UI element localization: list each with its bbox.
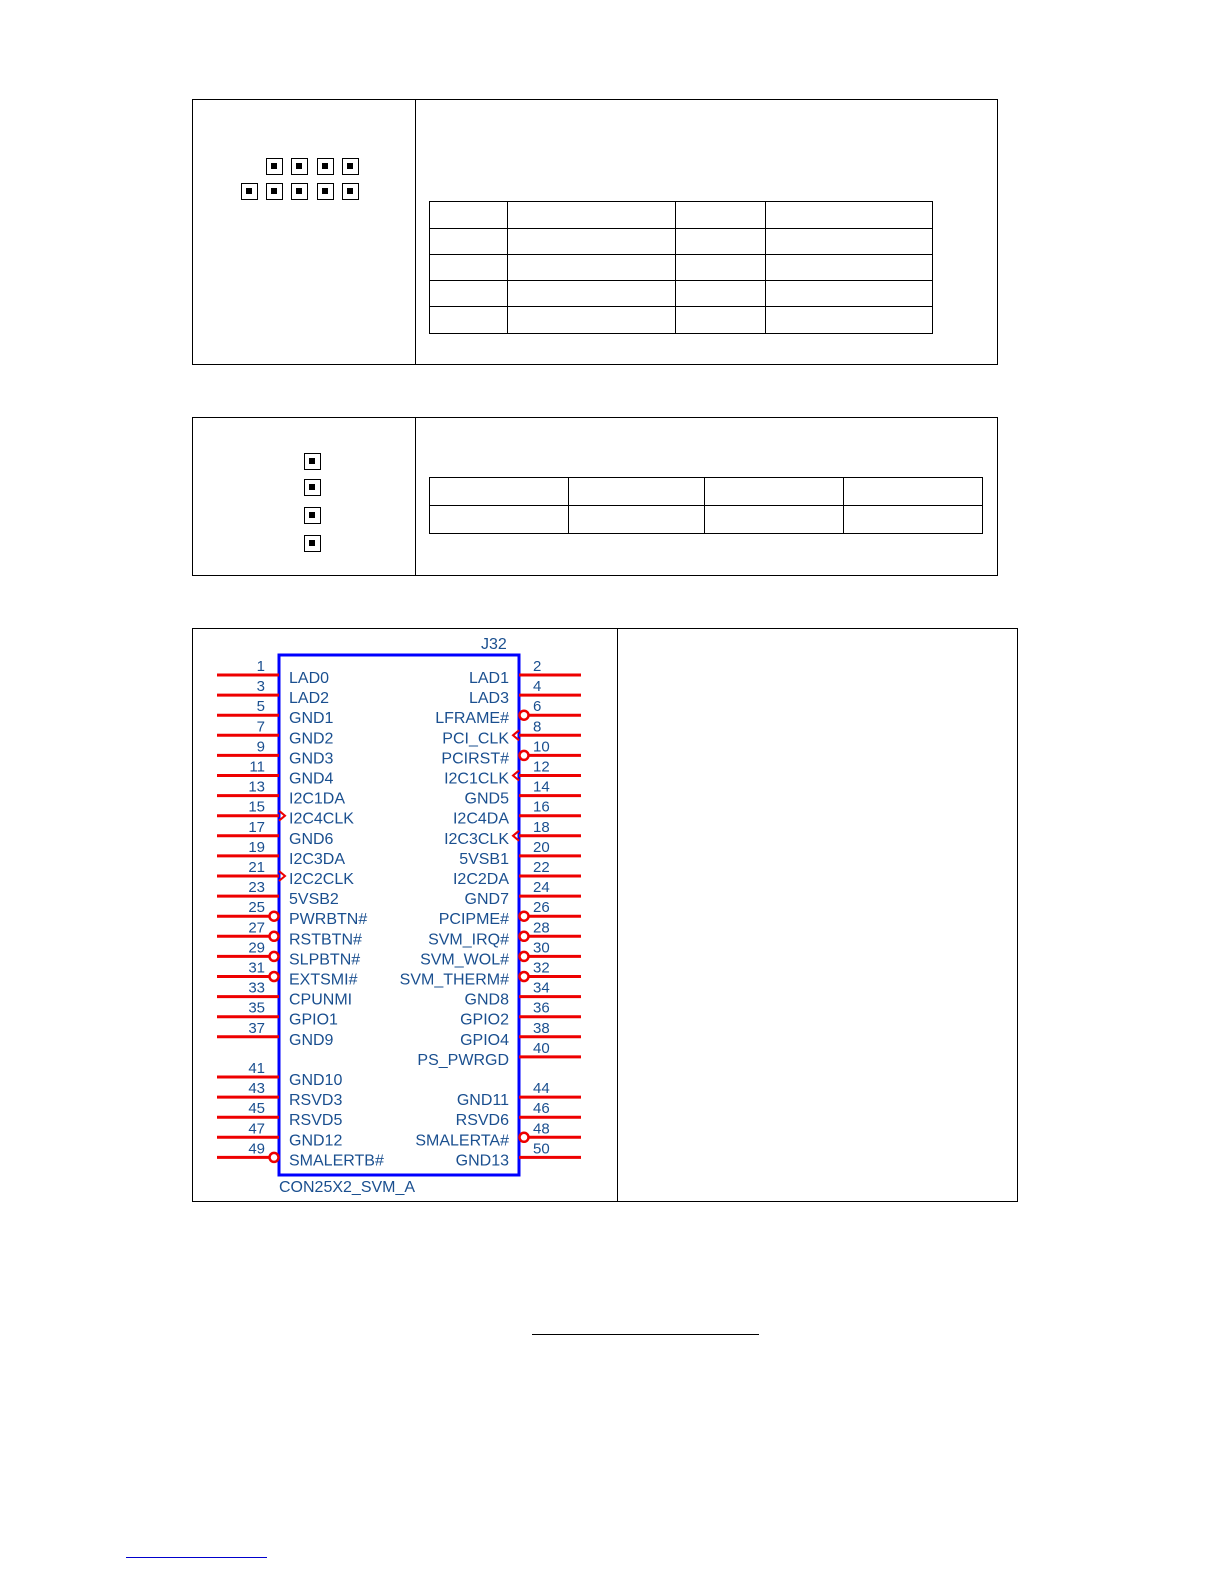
pin-name: PCIRST# (441, 750, 509, 768)
pin-number: 21 (248, 859, 265, 876)
pin-name: SVM_THERM# (399, 971, 509, 989)
footer-rule (532, 1334, 759, 1335)
pin-name: I2C1CLK (444, 770, 509, 788)
pin-name: GND4 (289, 770, 334, 788)
header-10pin-box (192, 99, 998, 365)
pin-name: SVM_IRQ# (428, 931, 509, 949)
pin-number: 32 (533, 959, 550, 977)
pin-name: GND7 (464, 891, 509, 909)
connector-schematic (195, 629, 605, 1201)
pin-number: 47 (248, 1120, 265, 1138)
pin-number: 48 (533, 1120, 550, 1138)
pin-number: 8 (533, 718, 542, 736)
pin-number: 25 (248, 899, 265, 917)
pin-number: 18 (533, 818, 550, 836)
pin-number: 44 (533, 1080, 550, 1098)
pin-number: 26 (533, 899, 550, 917)
inversion-bubble (520, 952, 529, 961)
pin-name: RSVD5 (289, 1112, 343, 1130)
box-divider (415, 100, 416, 364)
pin-name: CPUNMI (289, 991, 353, 1009)
table-row (430, 307, 933, 334)
table-row (430, 281, 933, 307)
pin-name: EXTSMI# (289, 971, 358, 989)
pin-name: GND10 (289, 1072, 343, 1089)
pin-name: GND6 (289, 830, 334, 848)
inversion-bubble (520, 1133, 529, 1142)
schematic-box (192, 628, 1018, 1202)
pin-name: PCIPME# (438, 911, 509, 929)
pin-number: 50 (533, 1140, 550, 1158)
pin-number: 49 (248, 1140, 265, 1158)
pin-number: 23 (248, 879, 265, 897)
pin-name: GND8 (464, 991, 509, 1009)
pin-name: LAD3 (468, 690, 509, 708)
pin-name: GND1 (289, 710, 334, 728)
inversion-bubble (520, 751, 529, 760)
table-row (430, 202, 933, 229)
pin-name: RSVD3 (289, 1092, 343, 1110)
pin-name: I2C2DA (452, 871, 509, 888)
reference-designator: J32 (481, 636, 507, 653)
pin-number: 20 (533, 838, 550, 856)
pin-name: I2C2CLK (289, 871, 354, 888)
table-row (430, 229, 933, 255)
pin-name: GPIO1 (289, 1011, 338, 1029)
pin-number: 35 (248, 999, 265, 1017)
pin-name: GND11 (456, 1092, 509, 1110)
pin-name: GND12 (289, 1132, 343, 1150)
pin-number: 6 (533, 698, 542, 716)
pin-number: 27 (248, 919, 265, 937)
pin-number: 3 (256, 678, 265, 696)
pin-number: 37 (248, 1019, 265, 1037)
pin-number: 1 (256, 658, 265, 675)
pin-number: 22 (533, 859, 550, 876)
pin-name: 5VSB1 (459, 850, 509, 868)
inversion-bubble (520, 972, 529, 981)
box-divider (415, 418, 416, 575)
inversion-bubble (270, 972, 279, 981)
pin-name: I2C4DA (452, 810, 509, 828)
pin-number: 14 (533, 778, 550, 796)
pin-name: SMALERTB# (289, 1152, 384, 1170)
inversion-bubble (520, 711, 529, 720)
pin-number: 29 (248, 939, 265, 957)
pin-name: PWRBTN# (289, 911, 368, 929)
pin-number: 7 (256, 718, 265, 736)
pin-number: 10 (533, 738, 550, 756)
pin-number: 41 (248, 1060, 265, 1077)
inversion-bubble (270, 1153, 279, 1162)
pin-name: GND3 (289, 750, 334, 768)
pin-number: 43 (248, 1080, 265, 1098)
pin-name: I2C1DA (289, 790, 346, 808)
pin-number: 13 (248, 778, 265, 796)
pin-number: 9 (256, 738, 265, 756)
inversion-bubble (270, 932, 279, 941)
pin-number: 5 (256, 698, 265, 716)
header-4pin-box (192, 417, 998, 576)
footer-link-underline[interactable] (126, 1557, 267, 1558)
pin-number: 31 (248, 959, 265, 977)
pin-number: 40 (533, 1039, 550, 1057)
pin-name: RSTBTN# (289, 931, 362, 949)
inversion-bubble (520, 912, 529, 921)
pin-name: SVM_WOL# (420, 951, 509, 969)
pin-number: 24 (533, 879, 550, 897)
pin-assignment-table (429, 477, 983, 534)
inversion-bubble (270, 912, 279, 921)
pin-number: 46 (533, 1100, 550, 1118)
box-divider (617, 629, 618, 1201)
pin-name: LFRAME# (435, 710, 509, 728)
pin-name: GND5 (464, 790, 509, 808)
pin-name: GND2 (289, 730, 334, 748)
pin-number: 11 (249, 758, 265, 776)
pin-number: 36 (533, 999, 550, 1017)
pin-name: I2C3DA (289, 850, 346, 868)
pin-number: 16 (533, 798, 550, 816)
pin-name: LAD0 (289, 670, 330, 687)
pin-number: 33 (248, 979, 265, 997)
pin-name: SMALERTA# (415, 1132, 509, 1150)
inversion-bubble (520, 932, 529, 941)
pin-name: RSVD6 (455, 1112, 509, 1130)
table-row (430, 506, 983, 534)
pin-name: GND13 (455, 1152, 509, 1170)
pin-name: PCI_CLK (442, 730, 509, 748)
pin-number: 4 (533, 678, 542, 696)
pin-number: 17 (248, 818, 265, 836)
pin-number: 12 (533, 758, 550, 776)
pin-number: 15 (248, 798, 265, 816)
pin-number: 19 (248, 838, 265, 856)
pin-name: I2C4CLK (289, 810, 354, 828)
pin-number: 30 (533, 939, 550, 957)
table-row (430, 478, 983, 506)
table-row (430, 255, 933, 281)
pin-name: 5VSB2 (289, 891, 339, 909)
pin-number: 34 (533, 979, 550, 997)
pin-name: I2C3CLK (444, 830, 509, 848)
pin-name: LAD1 (468, 670, 509, 687)
pin-name: GPIO2 (460, 1011, 509, 1029)
pin-number: 28 (533, 919, 550, 937)
pin-name: GPIO4 (460, 1031, 509, 1049)
pin-assignment-table (429, 201, 933, 334)
pin-name: SLPBTN# (289, 951, 361, 969)
pin-number: 45 (248, 1100, 265, 1118)
part-name: CON25X2_SVM_A (279, 1179, 416, 1196)
pin-number: 38 (533, 1019, 550, 1037)
pin-name: GND9 (289, 1031, 334, 1049)
inversion-bubble (270, 952, 279, 961)
pin-name: PS_PWRGD (417, 1051, 509, 1069)
pin-name: LAD2 (289, 690, 330, 708)
pin-number: 2 (533, 658, 542, 675)
